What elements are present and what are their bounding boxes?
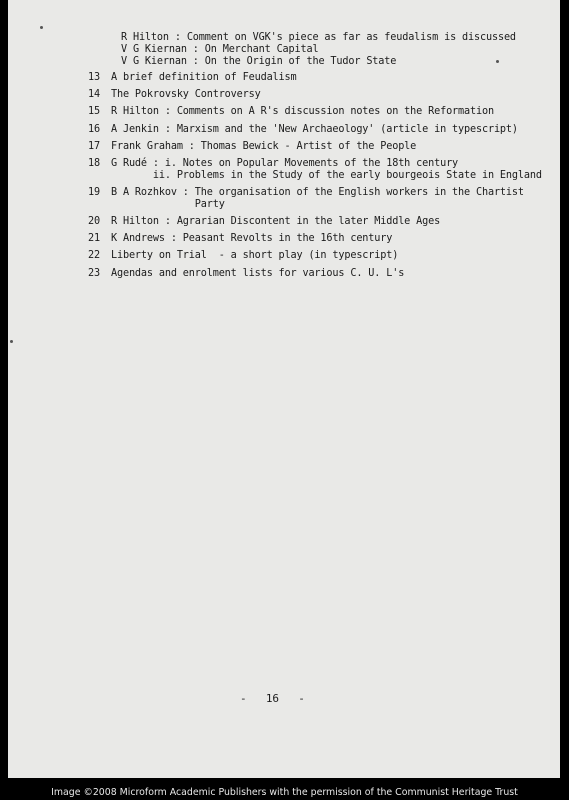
entry-number: 13	[88, 72, 100, 83]
entry-text: G Rudé : i. Notes on Popular Movements of the 18th century	[111, 158, 459, 169]
scan-speck	[40, 26, 43, 29]
entry-text: A brief definition of Feudalism	[111, 72, 297, 83]
entry-text: Liberty on Trial - a short play (in typescript)	[111, 250, 399, 261]
header-line: V G Kiernan : On the Origin of the Tudor State	[121, 56, 397, 67]
entry-text: K Andrews : Peasant Revolts in the 16th century	[111, 233, 393, 244]
entry-number: 21	[88, 233, 100, 244]
entry-text: R Hilton : Agrarian Discontent in the later Middle Ages	[111, 216, 441, 227]
entry-number: 22	[88, 250, 100, 261]
copyright-footer: Image ©2008 Microform Academic Publishers with the permission of the Communist Heritage Trust	[51, 787, 518, 798]
page-number: - 16 -	[240, 692, 305, 705]
scan-speck	[10, 340, 13, 343]
entry-text: B A Rozhkov : The organisation of the English workers in the Chartist	[111, 187, 524, 198]
entry-number: 14	[88, 89, 100, 100]
entry-text: Agendas and enrolment lists for various C. U. L's	[111, 268, 405, 279]
document-page	[8, 0, 560, 778]
scan-speck	[496, 60, 499, 63]
entry-number: 19	[88, 187, 100, 198]
entry-number: 20	[88, 216, 100, 227]
entry-number: 23	[88, 268, 100, 279]
entry-number: 16	[88, 124, 100, 135]
entry-number: 18	[88, 158, 100, 169]
entry-text: A Jenkin : Marxism and the 'New Archaeology' (article in typescript)	[111, 124, 518, 135]
entry-text-continued: ii. Problems in the Study of the early bourgeois State in England	[111, 170, 542, 181]
entry-text: R Hilton : Comments on A R's discussion notes on the Reformation	[111, 106, 494, 117]
entry-number: 17	[88, 141, 100, 152]
entry-text: The Pokrovsky Controversy	[111, 89, 261, 100]
entry-number: 15	[88, 106, 100, 117]
entry-text-continued: Party	[111, 199, 225, 210]
entry-text: Frank Graham : Thomas Bewick - Artist of the People	[111, 141, 417, 152]
header-line: V G Kiernan : On Merchant Capital	[121, 44, 319, 55]
header-line: R Hilton : Comment on VGK's piece as far as feudalism is discussed	[121, 32, 516, 43]
